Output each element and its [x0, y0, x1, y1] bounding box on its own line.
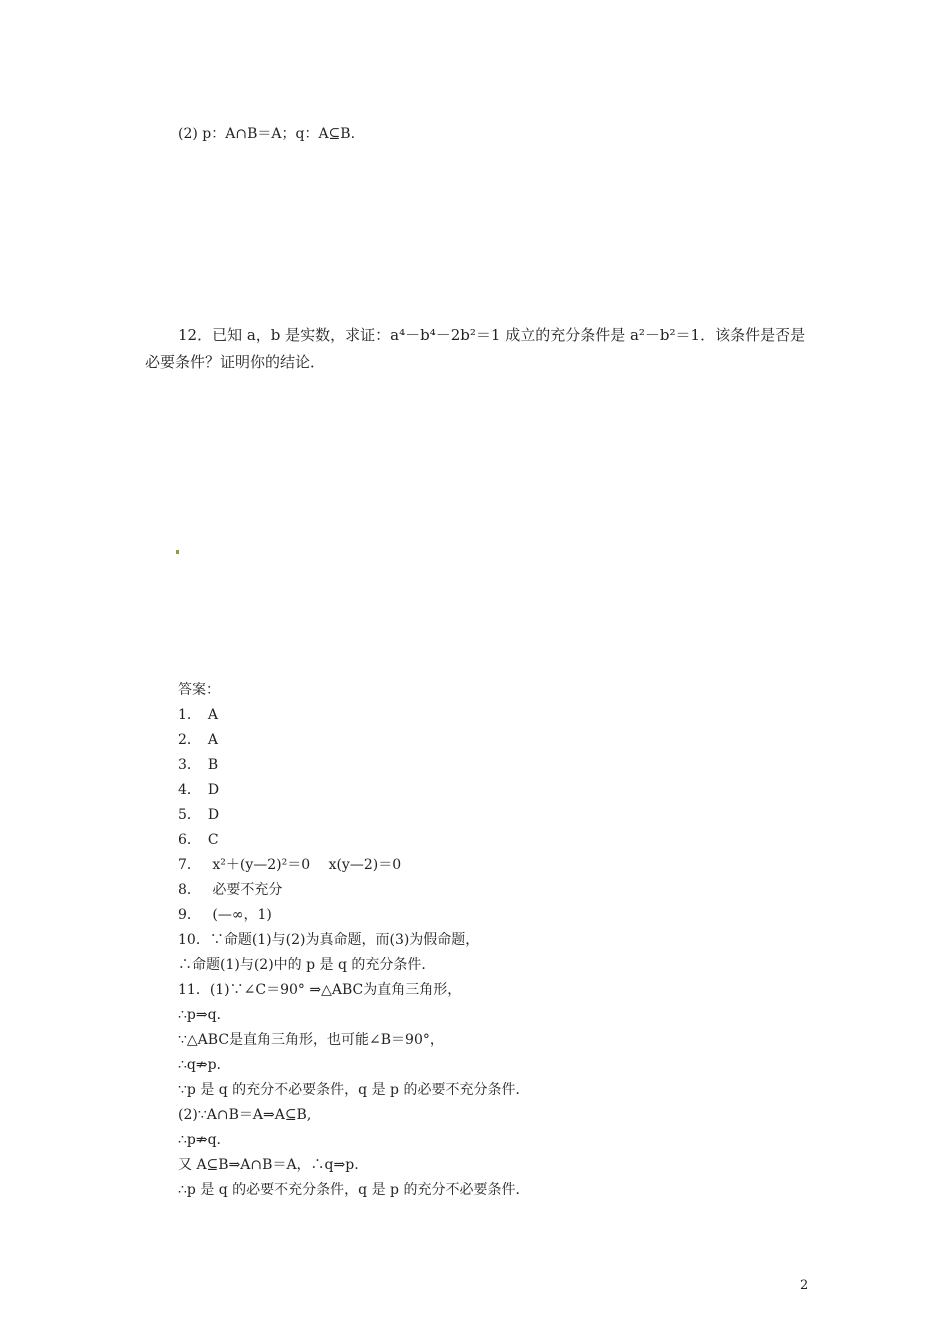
problem-12-line-2: 必要条件？证明你的结论． — [145, 353, 326, 371]
answer-line: 8． 必要不充分 — [178, 882, 283, 898]
answer-line: ∴p⇏q. — [178, 1132, 222, 1148]
answer-line: 10．∵命题(1)与(2)为真命题，而(3)为假命题， — [178, 932, 480, 948]
answer-line: 又 A⊆B⇒A∩B＝A，∴q⇒p. — [178, 1157, 359, 1173]
answer-line: 3． B — [178, 757, 219, 773]
answer-line: ∴命题(1)与(2)中的 p 是 q 的充分条件． — [178, 957, 436, 973]
problem-12-line-1: 12．已知 a，b 是实数，求证：a⁴－b⁴－2b²＝1 成立的充分条件是 a²－b²＝1．该条件是否是 — [178, 326, 806, 344]
answer-line: 7． x²＋(y—2)²＝0 x(y—2)＝0 — [178, 857, 402, 873]
page-number: 2 — [800, 1278, 809, 1293]
answer-line: 5． D — [178, 807, 220, 823]
answer-line: 6． C — [178, 832, 219, 848]
problem-11-part-2: (2) p：A∩B＝A；q：A⊆B. — [178, 126, 356, 142]
answer-line: ∴p⇒q. — [178, 1007, 222, 1023]
answer-line: 4． D — [178, 782, 220, 798]
answer-line: ∴p 是 q 的必要不充分条件，q 是 p 的充分不必要条件． — [178, 1182, 530, 1198]
answer-line: 11．(1)∵∠C＝90° ⇒△ABC为直角三角形， — [178, 982, 462, 998]
answer-line: 9． (—∞，1) — [178, 907, 272, 923]
answer-line: 1． A — [178, 707, 219, 723]
answer-line: ∴q⇏p. — [178, 1057, 222, 1073]
answer-line: ∵p 是 q 的充分不必要条件，q 是 p 的必要不充分条件． — [178, 1082, 530, 1098]
answer-line: ∵△ABC是直角三角形，也可能∠B＝90°， — [178, 1032, 444, 1048]
stray-mark — [176, 550, 179, 554]
answer-line: 2． A — [178, 732, 219, 748]
answers-heading: 答案： — [178, 682, 220, 698]
answers-section — [178, 678, 529, 1203]
answer-line: (2)∵A∩B＝A⇒A⊆B, — [178, 1107, 312, 1123]
